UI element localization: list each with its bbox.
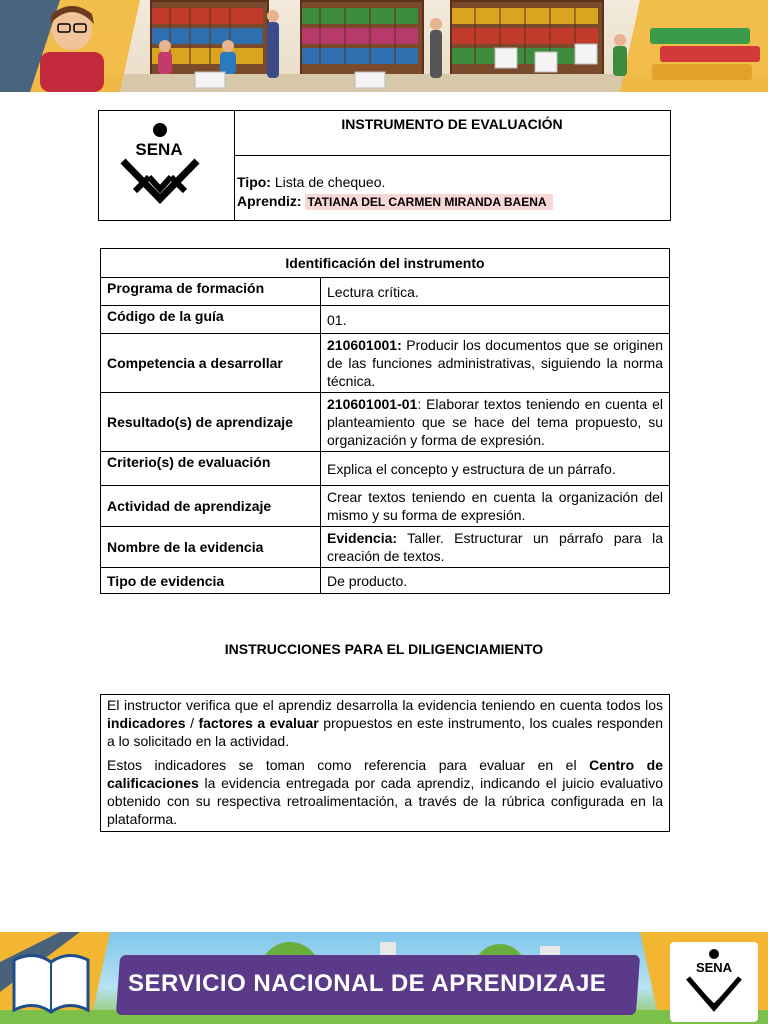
bold-factores: factores a evaluar <box>198 715 319 731</box>
table-row <box>101 486 670 527</box>
instrument-title: INSTRUMENTO DE EVALUACIÓN <box>234 111 670 156</box>
row-value-text: Taller. Estructurar un párrafo para la creación de textos. <box>327 530 663 564</box>
row-value-text: Producir los documentos que se originen de las funciones administrativas, siguiendo la norma técnica. <box>327 337 663 389</box>
sena-logo-footer <box>670 942 758 1022</box>
row-label: Programa de formación <box>101 278 321 306</box>
tipo-line <box>237 173 670 192</box>
row-value: Crear textos teniendo en cuenta la organización del mismo y su forma de expresión. <box>321 486 670 527</box>
header-table <box>98 110 671 221</box>
identification-title: Identificación del instrumento <box>101 249 670 278</box>
tipo-value: Lista de chequeo. <box>274 174 386 190</box>
banner-text: SERVICIO NACIONAL DE APRENDIZAJE <box>128 970 607 997</box>
identification-table <box>100 248 670 594</box>
row-label: Resultado(s) de aprendizaje <box>101 393 321 452</box>
table-row <box>101 568 670 594</box>
row-value-bold: Evidencia: <box>327 530 398 546</box>
sena-footer-text: SENA <box>695 960 733 975</box>
instructions-title: INSTRUCCIONES PARA EL DILIGENCIAMIENTO <box>224 641 544 657</box>
bold-centro: Centro de calificaciones <box>107 757 663 791</box>
row-value: Lectura crítica. <box>321 278 670 306</box>
row-value <box>321 527 670 568</box>
table-row <box>101 527 670 568</box>
row-value <box>321 393 670 452</box>
row-label: Criterio(s) de evaluación <box>101 452 321 486</box>
text-span: / <box>185 715 199 731</box>
sena-logo-text: SENA <box>135 140 183 159</box>
text-span: Estos indicadores se toman como referencia para evaluar en el <box>107 757 590 773</box>
table-row <box>101 334 670 393</box>
row-value-bold: 210601001-01 <box>327 396 418 412</box>
table-row <box>101 278 670 306</box>
row-value: Explica el concepto y estructura de un párrafo. <box>321 452 670 486</box>
top-banner-illustration <box>0 0 768 92</box>
aprendiz-line <box>237 192 670 212</box>
open-book-icon <box>6 940 96 1018</box>
tipo-label: Tipo: <box>237 174 271 190</box>
instrument-info <box>234 155 670 220</box>
row-value <box>321 334 670 393</box>
row-label: Tipo de evidencia <box>101 568 321 594</box>
sena-logo <box>99 111 235 220</box>
row-value-bold: 210601001: <box>327 337 402 353</box>
aprendiz-name: TATIANA DEL CARMEN MIRANDA BAENA <box>305 194 552 210</box>
text-span: propuestos en este instrumento, los cuales responden a lo solicitado en la actividad. <box>107 715 663 749</box>
row-label: Código de la guía <box>101 306 321 334</box>
row-value: De producto. <box>321 568 670 594</box>
row-label: Nombre de la evidencia <box>101 527 321 568</box>
table-row <box>101 393 670 452</box>
text-span: la evidencia entregada por cada aprendiz, indicando el juicio evaluativo obtenido con su respectiva retroalimentación, a través de la rúbrica configurada en la plataforma. <box>107 775 663 827</box>
table-row <box>101 452 670 486</box>
bold-indicadores: indicadores <box>107 715 186 731</box>
table-row <box>101 306 670 334</box>
row-value: 01. <box>321 306 670 334</box>
instructions-paragraph-2 <box>107 756 663 828</box>
instructions-paragraph-1 <box>107 696 663 750</box>
instructions-box <box>100 694 670 832</box>
row-label: Actividad de aprendizaje <box>101 486 321 527</box>
row-label: Competencia a desarrollar <box>101 334 321 393</box>
bottom-banner <box>0 932 768 1024</box>
text-span: El instructor verifica que el aprendiz desarrolla la evidencia teniendo en cuenta todos los <box>107 697 663 713</box>
aprendiz-label: Aprendiz: <box>237 193 302 209</box>
row-value-text: : Elaborar textos teniendo en cuenta el planteamiento que se hace del tema propuesto, su organización y forma de expresión. <box>327 396 663 448</box>
